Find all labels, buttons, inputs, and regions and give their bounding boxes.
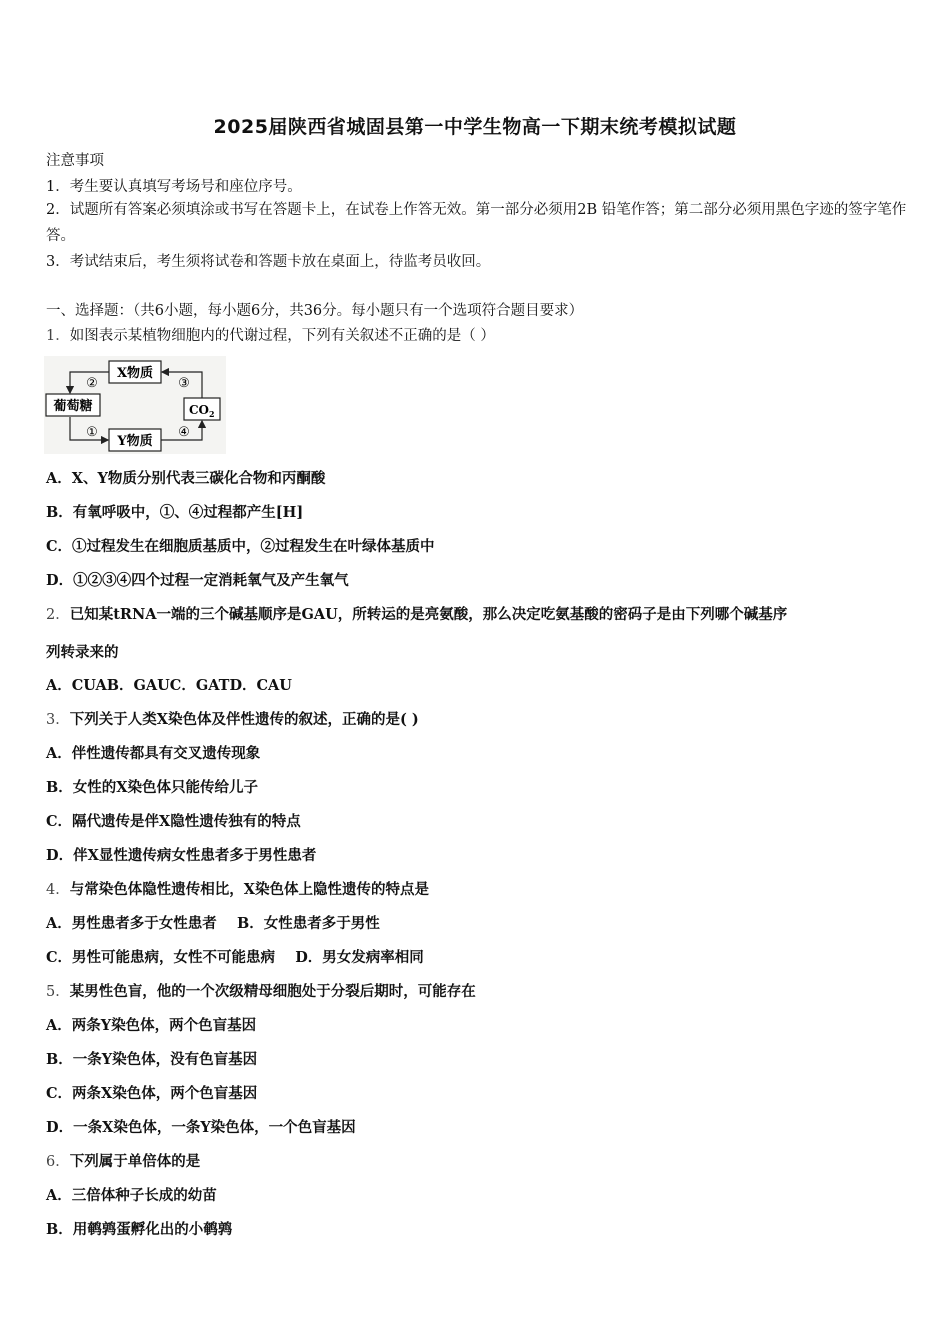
option-5b: B．一条Y染色体，没有色盲基因 <box>46 1051 258 1068</box>
question-3 <box>46 710 419 730</box>
question-1 <box>46 326 495 346</box>
option-4cd: C．男性可能患病，女性不可能患病 D．男女发病率相同 <box>46 949 424 966</box>
exam-title: 2025届陕西省城固县第一中学生物高一下期末统考模拟试题 <box>213 116 737 138</box>
question-stem: 下列属于单倍体的是 <box>69 1153 201 1170</box>
glucose-label: 葡萄糖 <box>53 399 93 414</box>
question-number: 5． <box>46 984 70 1000</box>
question-stem: 如图表示某植物细胞内的代谢过程，下列有关叙述不正确的是（ ） <box>69 328 495 344</box>
step-3-label: ③ <box>178 376 190 391</box>
option-1a: A．X、Y物质分别代表三碳化合物和丙酮酸 <box>46 470 326 487</box>
question-number: 3． <box>46 712 70 728</box>
y-substance-label: Y物质 <box>117 434 153 449</box>
question-6 <box>46 1152 200 1172</box>
notice-item-2: 2．试题所有答案必须填涂或书写在答题卡上，在试卷上作答无效。第一部分必须用2B 铅笔作答；第二部分必须用黑色字迹的签字笔作答。 <box>46 202 907 244</box>
question-4 <box>46 880 429 900</box>
metabolism-diagram <box>44 356 226 454</box>
step-2-label: ② <box>86 376 98 391</box>
question-number: 6． <box>46 1154 70 1170</box>
option-1c: C．①过程发生在细胞质基质中，②过程发生在叶绿体基质中 <box>46 538 435 555</box>
option-3b: B．女性的X染色体只能传给儿子 <box>46 779 259 796</box>
question-number: 2． <box>46 607 70 623</box>
option-5a: A．两条Y染色体，两个色盲基因 <box>46 1017 257 1034</box>
step-4-label: ④ <box>178 425 190 440</box>
option-5d: D．一条X染色体，一条Y染色体，一个色盲基因 <box>46 1119 356 1136</box>
question-2-cont: 列转录来的 <box>46 644 119 661</box>
option-3d: D．伴X显性遗传病女性患者多于男性患者 <box>46 847 317 864</box>
question-stem: 与常染色体隐性遗传相比，X染色体上隐性遗传的特点是 <box>69 881 429 898</box>
option-5c: C．两条X染色体，两个色盲基因 <box>46 1085 258 1102</box>
option-6a: A．三倍体种子长成的幼苗 <box>46 1187 217 1204</box>
question-2 <box>46 605 787 625</box>
option-6b: B．用鹌鹑蛋孵化出的小鹌鹑 <box>46 1221 233 1238</box>
option-3a: A．伴性遗传都具有交叉遗传现象 <box>46 745 261 762</box>
question-number: 4． <box>46 882 70 898</box>
section-heading: 一、选择题：（共6小题，每小题6分，共36分。每小题只有一个选项符合题目要求） <box>46 303 584 319</box>
option-1b: B．有氧呼吸中，①、④过程都产生[H] <box>46 504 304 521</box>
question-stem-line1: 已知某tRNA一端的三个碱基顺序是GAU，所转运的是亮氨酸，那么决定吃氨基酸的密码子是由下列哪个碱基序 <box>69 606 788 623</box>
question-5 <box>46 982 476 1002</box>
option-3c: C．隔代遗传是伴X隐性遗传独有的特点 <box>46 813 301 830</box>
notice-item-1: 1．考生要认真填写考场号和座位序号。 <box>46 179 302 195</box>
co2-label: $CO_2$ <box>189 403 215 419</box>
notice-heading: 注意事项 <box>46 153 104 169</box>
question-number: 1． <box>46 328 70 344</box>
option-2: A．CUAB．GAUC．GATD．CAU <box>46 677 292 694</box>
step-1-label: ① <box>86 425 98 440</box>
option-4ab: A．男性患者多于女性患者 B．女性患者多于男性 <box>46 915 380 932</box>
notice-item-3: 3．考试结束后，考生须将试卷和答题卡放在桌面上，待监考员收回。 <box>46 254 491 270</box>
x-substance-label: X物质 <box>116 366 154 381</box>
option-1d: D．①②③④四个过程一定消耗氧气及产生氧气 <box>46 572 349 589</box>
question-stem: 下列关于人类X染色体及伴性遗传的叙述，正确的是( ) <box>69 711 419 728</box>
question-stem: 某男性色盲，他的一个次级精母细胞处于分裂后期时，可能存在 <box>69 983 476 1000</box>
